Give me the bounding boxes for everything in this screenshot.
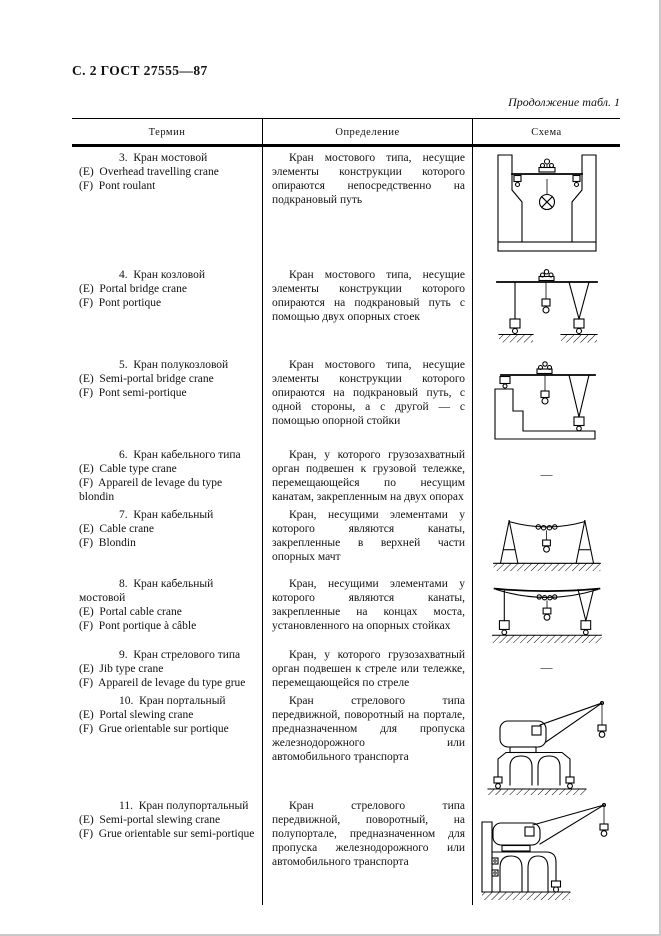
term-cell: [72, 147, 263, 264]
term-fr: (F) Grue orientable sur portique: [79, 723, 229, 735]
term-ru: 9. Кран стрелового типа: [119, 649, 241, 661]
term-fr: (F) Grue orientable sur semi-portique: [79, 828, 255, 840]
term-cell: [72, 444, 263, 504]
definition-cell: [263, 354, 473, 444]
term-en: (E) Portal slewing crane: [79, 709, 194, 721]
portal-cable-crane-diagram: [487, 578, 607, 644]
term-fr: (F) Appareil de levage du type blondin: [79, 477, 223, 503]
term-ru: 8. Кран кабельный мостовой: [79, 578, 214, 604]
table-row: [72, 644, 620, 690]
column-header-schema: Схема: [531, 127, 562, 138]
schema-cell: [473, 354, 620, 444]
schema-cell: [473, 147, 620, 264]
term-en: (E) Cable type crane: [79, 463, 177, 475]
semi-portal-slewing-crane-diagram: [478, 800, 616, 904]
definition-text: Кран, у которого грузозахватный орган подвешен к грузовой тележке, перемещающейся по несущим канатам, закрепленным на двух опорах: [272, 449, 465, 503]
semi-portal-bridge-crane-diagram: [491, 359, 603, 443]
term-ru: 3. Кран мостовой: [119, 152, 208, 164]
column-header-term: Термин: [72, 119, 263, 144]
term-en: (E) Overhead travelling crane: [79, 166, 219, 178]
page-header: С. 2 ГОСТ 27555—87: [72, 63, 208, 78]
term-cell: [72, 264, 263, 354]
no-schema-dash: —: [540, 466, 553, 481]
definition-cell: [263, 690, 473, 795]
schema-cell: [473, 644, 620, 690]
definition-cell: [263, 264, 473, 354]
term-cell: [72, 354, 263, 444]
table-row: [72, 504, 620, 573]
portal-slewing-crane-diagram: [482, 695, 612, 795]
schema-cell: [473, 504, 620, 573]
cable-crane-diagram: [488, 509, 606, 573]
term-cell: [72, 504, 263, 573]
schema-cell: [473, 264, 620, 354]
table-row: [72, 264, 620, 354]
term-en: (E) Cable crane: [79, 523, 155, 535]
term-cell: [72, 795, 263, 905]
term-cell: [72, 644, 263, 690]
term-cell: [72, 690, 263, 795]
term-fr: (F) Pont portique: [79, 297, 162, 309]
definition-cell: [263, 147, 473, 264]
term-fr: (F) Pont semi-portique: [79, 387, 187, 399]
column-header-definition: Определение: [263, 119, 473, 144]
term-fr: (F) Pont portique à câble: [79, 620, 197, 632]
definition-cell: [263, 573, 473, 644]
terms-table: [72, 118, 620, 905]
term-ru: 4. Кран козловой: [119, 269, 205, 281]
term-ru: 6. Кран кабельного типа: [119, 449, 241, 461]
definition-text: Кран, у которого грузозахватный орган подвешен к стреле или тележке, перемещающейся по стреле: [272, 649, 465, 689]
definition-text: Кран мостового типа, несущие элементы конструкции которого опираются на подкрановый путь, с одной стороны, а с другой — с помощью опорной стойки: [272, 359, 465, 427]
table-row: [72, 147, 620, 264]
term-en: (E) Semi-portal slewing crane: [79, 814, 221, 826]
schema-cell: [473, 690, 620, 795]
definition-text: Кран стрелового типа передвижной, поворотный, на полупортале, предназначенном для пропуска железнодорожного или автомобильного транспорта: [272, 800, 465, 868]
definition-cell: [263, 444, 473, 504]
definition-text: Кран стрелового типа передвижной, поворотный на портале, предназначенном для пропуска железнодорожного или автомобильного транспорта: [272, 695, 465, 763]
definition-cell: [263, 504, 473, 573]
table-row: [72, 690, 620, 795]
term-en: (E) Jib type crane: [79, 663, 164, 675]
overhead-travelling-crane-diagram: [488, 152, 606, 258]
schema-cell: [473, 444, 620, 504]
table-row: [72, 573, 620, 644]
table-row: [72, 354, 620, 444]
term-ru: 10. Кран портальный: [119, 695, 226, 707]
portal-bridge-crane-diagram: [491, 269, 603, 349]
definition-text: Кран, несущими элементами у которого являются канаты, закрепленные на концах моста, установленного на опорных стойках: [272, 578, 465, 632]
table-row: [72, 795, 620, 905]
term-ru: 11. Кран полупортальный: [119, 800, 249, 812]
term-fr: (F) Pont roulant: [79, 180, 156, 192]
schema-cell: [473, 795, 620, 905]
table-row: [72, 444, 620, 504]
term-cell: [72, 573, 263, 644]
term-en: (E) Portal bridge crane: [79, 283, 187, 295]
definition-cell: [263, 795, 473, 905]
no-schema-dash: —: [540, 659, 553, 674]
schema-cell: [473, 573, 620, 644]
definition-text: Кран, несущими элементами у которого являются канаты, закрепленные в верхней части опорных мачт: [272, 509, 465, 563]
term-en: (E) Semi-portal bridge crane: [79, 373, 214, 385]
term-fr: (F) Appareil de levage du type grue: [79, 677, 246, 689]
definition-text: Кран мостового типа, несущие элементы конструкции которого опираются непосредственно на подкрановый путь: [272, 152, 465, 206]
definition-text: Кран мостового типа, несущие элементы конструкции которого опираются на подкрановый путь с помощью двух опорных стоек: [272, 269, 465, 323]
table-continuation-caption: Продолжение табл. 1: [508, 95, 620, 109]
term-ru: 7. Кран кабельный: [119, 509, 214, 521]
definition-cell: [263, 644, 473, 690]
table-header-row: [72, 119, 620, 147]
term-ru: 5. Кран полукозловой: [119, 359, 229, 371]
term-en: (E) Portal cable crane: [79, 606, 182, 618]
term-fr: (F) Blondin: [79, 537, 136, 549]
